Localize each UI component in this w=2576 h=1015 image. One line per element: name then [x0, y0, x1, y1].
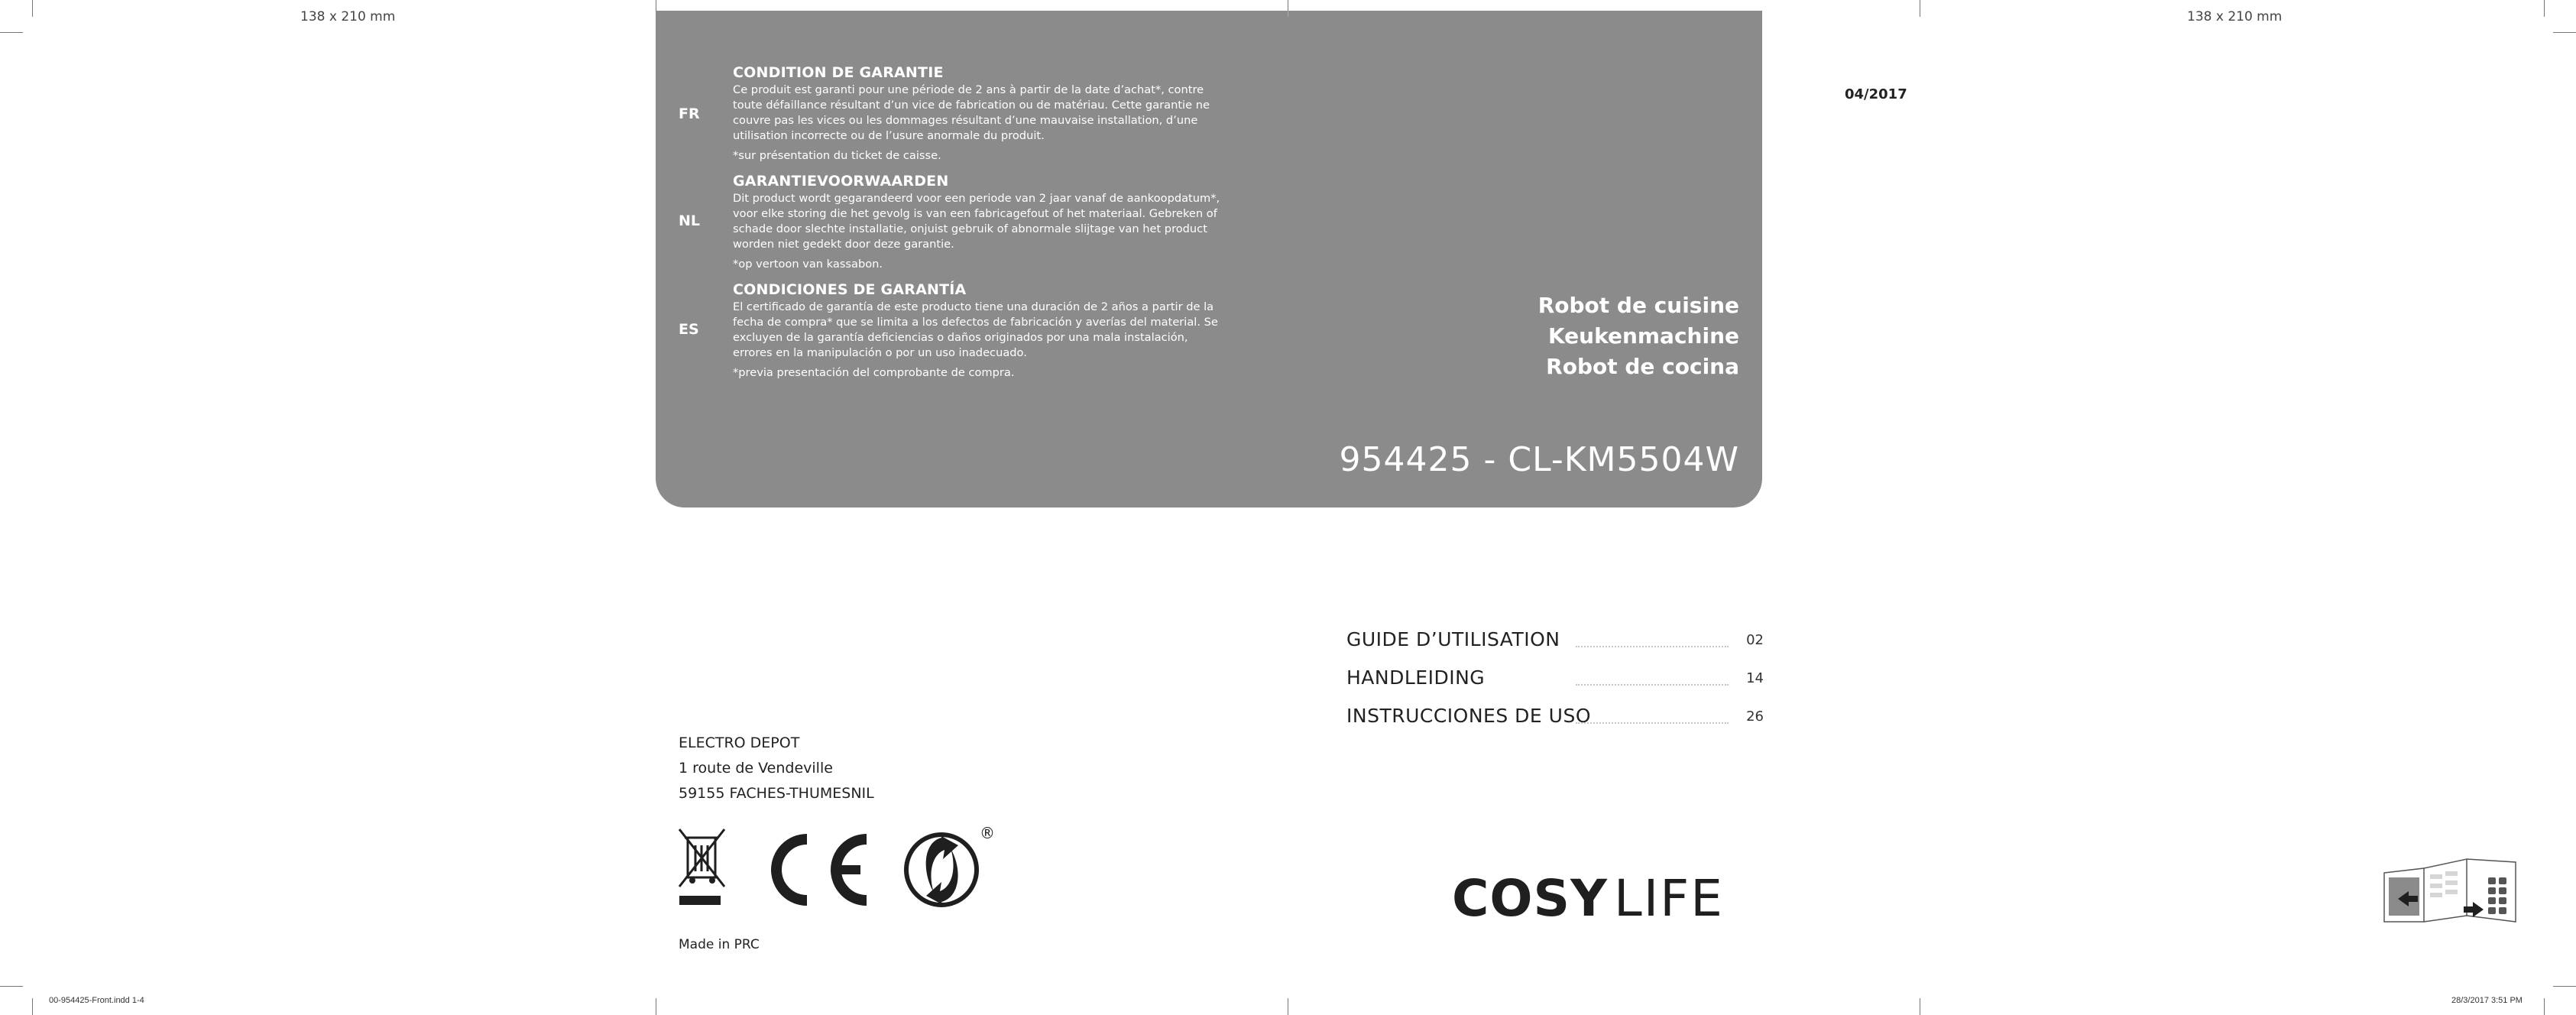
toc-page: 26: [1746, 709, 1764, 725]
warranty-note-es: *previa presentación del comprobante de compra.: [733, 366, 1015, 379]
toc-leader-dots: [1576, 684, 1729, 686]
warranty-text-fr: Ce produit est garanti pour une période de 2 ans à partir de la date d’achat*, contre toute défaillance résultant d’un vice de fabrication ou de matériau. Cette garantie ne couvre pas les vices ou les dommages résultant d’une mauvaise installation, d’une utilisation incorrecte ou de l’usure anormale du produit.: [733, 83, 1210, 142]
ce-mark-icon: [761, 832, 876, 908]
svg-text:COSY: COSY: [1452, 871, 1608, 925]
file-slug: 00-954425-Front.indd 1-4: [49, 996, 144, 1005]
edition-date: 04/2017: [1845, 86, 1907, 102]
made-in-label: Made in PRC: [679, 937, 760, 952]
cosylife-logo: [1452, 871, 1765, 925]
crop-mark: [32, 0, 33, 17]
address-line-2: 1 route de Vendeville: [679, 760, 833, 777]
warranty-title-nl: GARANTIEVOORWAARDEN: [733, 173, 949, 190]
panel-size-right: 138 x 210 mm: [2187, 9, 2283, 24]
registered-mark: ®: [980, 824, 995, 842]
warranty-block-es: [733, 281, 1222, 381]
crop-mark: [2544, 998, 2545, 1015]
toc-item-guide: [1346, 628, 1764, 656]
crop-mark: [2544, 0, 2545, 17]
green-dot-icon: [902, 825, 983, 910]
product-name-nl: Keukenmachine: [1547, 323, 1739, 349]
product-name-fr: Robot de cuisine: [1537, 293, 1739, 318]
product-names: [1538, 290, 1739, 382]
timestamp-slug: 28/3/2017 3:51 PM: [2451, 996, 2523, 1005]
toc-item-instrucciones: [1346, 705, 1764, 732]
warranty-block-nl: [733, 173, 1222, 272]
address-line-1: ELECTRO DEPOT: [679, 734, 800, 751]
lang-code-nl: NL: [679, 212, 701, 229]
toc-page: 02: [1746, 632, 1764, 648]
warranty-note-fr: *sur présentation du ticket de caisse.: [733, 149, 941, 162]
panel-size-left: 138 x 210 mm: [300, 9, 396, 24]
crop-mark: [0, 986, 23, 987]
lang-code-fr: FR: [679, 105, 700, 122]
svg-text:LIFE: LIFE: [1614, 871, 1724, 925]
model-number: 954425 - CL-KM5504W: [1339, 440, 1739, 479]
toc-item-handleiding: [1346, 666, 1764, 694]
address-line-3: 59155 FACHES-THUMESNIL: [679, 785, 874, 802]
toc-label: HANDLEIDING: [1346, 666, 1486, 689]
lang-code-es: ES: [679, 321, 699, 338]
toc-label: GUIDE D’UTILISATION: [1346, 628, 1560, 650]
warranty-note-nl: *op vertoon van kassabon.: [733, 258, 883, 271]
warranty-block-fr: [733, 64, 1222, 164]
toc-leader-dots: [1576, 722, 1729, 724]
warranty-title-fr: CONDITION DE GARANTIE: [733, 64, 944, 81]
crop-mark: [2553, 986, 2576, 987]
crop-mark: [32, 998, 33, 1015]
toc-leader-dots: [1576, 646, 1729, 647]
weee-bin-icon: [677, 827, 731, 908]
booklet-fold-icon: [2381, 854, 2519, 923]
crop-mark: [2553, 32, 2576, 33]
warranty-title-es: CONDICIONES DE GARANTÍA: [733, 281, 967, 298]
crop-mark: [0, 32, 23, 33]
warranty-text-nl: Dit product wordt gegarandeerd voor een periode van 2 jaar vanaf de aankoopdatum*, voor elke storing die het gevolg is van een fabricagefout of het materiaal. Gebreken of schade door slechte installatie, onjuist gebruik of abnormale slijtage van het product worden niet gedekt door deze garantie.: [733, 192, 1220, 251]
toc-label: INSTRUCCIONES DE USO: [1346, 705, 1591, 727]
toc-page: 14: [1746, 670, 1764, 686]
warranty-text-es: El certificado de garantía de este producto tiene una duración de 2 años a partir de la fecha de compra* que se limita a los defectos de fabricación y averías del material. Se excluyen de la garantía deficiencias o daños originados por una mala instalación, errores en la manipulación o por un uso inadecuado.: [733, 300, 1218, 359]
product-name-es: Robot de cocina: [1546, 354, 1739, 379]
